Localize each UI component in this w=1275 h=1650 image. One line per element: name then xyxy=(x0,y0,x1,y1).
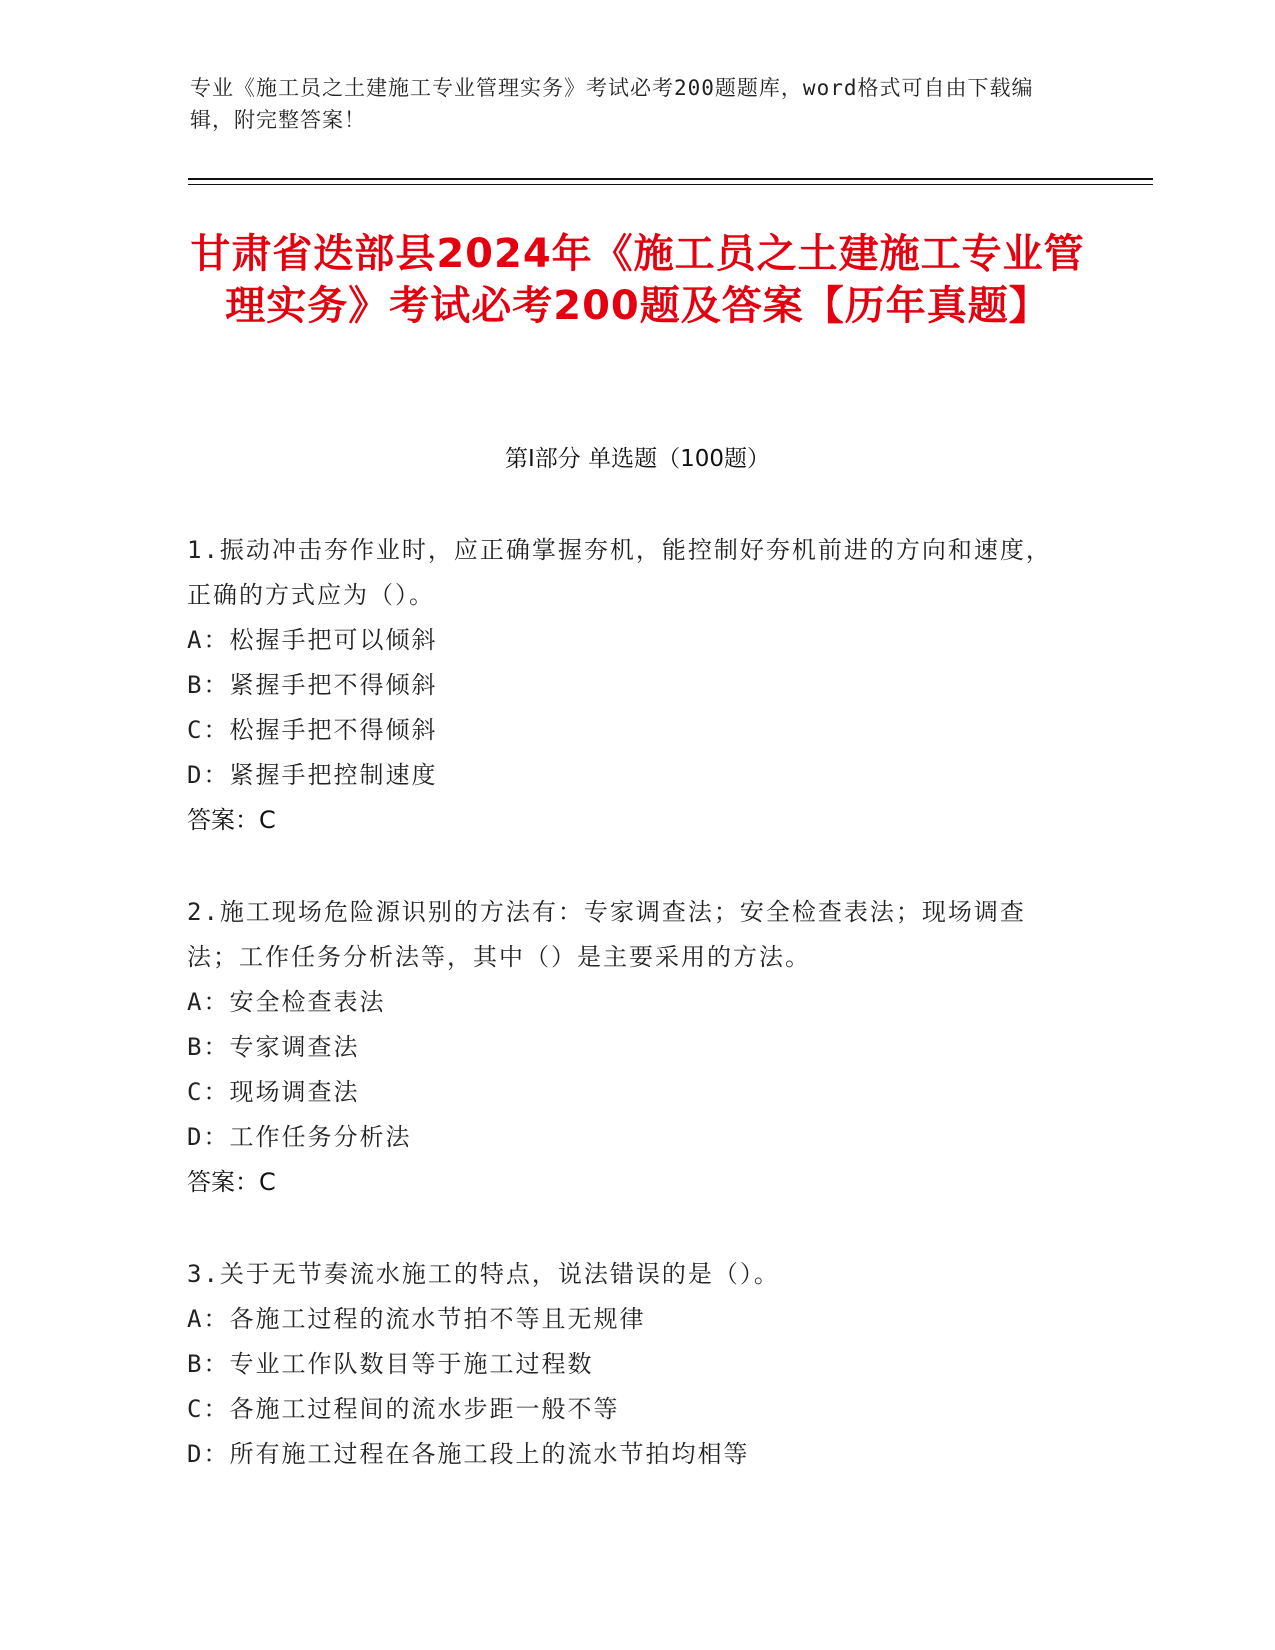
header-note: 专业《施工员之土建施工专业管理实务》考试必考200题题库，word格式可自由下载编辑，附完整答案！ xyxy=(190,76,1034,132)
option-b: B：紧握手把不得倾斜 xyxy=(187,671,438,699)
answer: 答案：C xyxy=(187,1168,276,1196)
option-b: B：专家调查法 xyxy=(187,1033,360,1061)
question-text: 2.施工现场危险源识别的方法有：专家调查法；安全检查表法；现场调查法；工作任务分析法等，其中（）是主要采用的方法。 xyxy=(187,898,1026,971)
header-rule-thick xyxy=(188,178,1153,180)
option-a: A：各施工过程的流水节拍不等且无规律 xyxy=(187,1305,646,1333)
question-3 xyxy=(187,1252,1077,1477)
header-rule-thin xyxy=(188,184,1153,185)
option-d: D：所有施工过程在各施工段上的流水节拍均相等 xyxy=(187,1440,750,1468)
question-text: 3.关于无节奏流水施工的特点，说法错误的是（）。 xyxy=(187,1260,780,1288)
section-heading: 第I部分 单选题（100题） xyxy=(505,446,770,472)
option-a: A：安全检查表法 xyxy=(187,988,386,1016)
question-2 xyxy=(187,890,1077,1205)
answer: 答案：C xyxy=(187,806,276,834)
question-1 xyxy=(187,528,1077,843)
document-title: 甘肃省迭部县2024年《施工员之土建施工专业管理实务》考试必考200题及答案【历年真题】 xyxy=(190,231,1085,329)
option-b: B：专业工作队数目等于施工过程数 xyxy=(187,1350,594,1378)
option-c: C：各施工过程间的流水步距一般不等 xyxy=(187,1395,620,1423)
question-text: 1.振动冲击夯作业时，应正确掌握夯机，能控制好夯机前进的方向和速度，正确的方式应为（）。 xyxy=(187,536,1052,609)
option-d: D：紧握手把控制速度 xyxy=(187,761,438,789)
option-c: C：松握手把不得倾斜 xyxy=(187,716,438,744)
option-d: D：工作任务分析法 xyxy=(187,1123,412,1151)
option-c: C：现场调查法 xyxy=(187,1078,360,1106)
option-a: A：松握手把可以倾斜 xyxy=(187,626,438,654)
